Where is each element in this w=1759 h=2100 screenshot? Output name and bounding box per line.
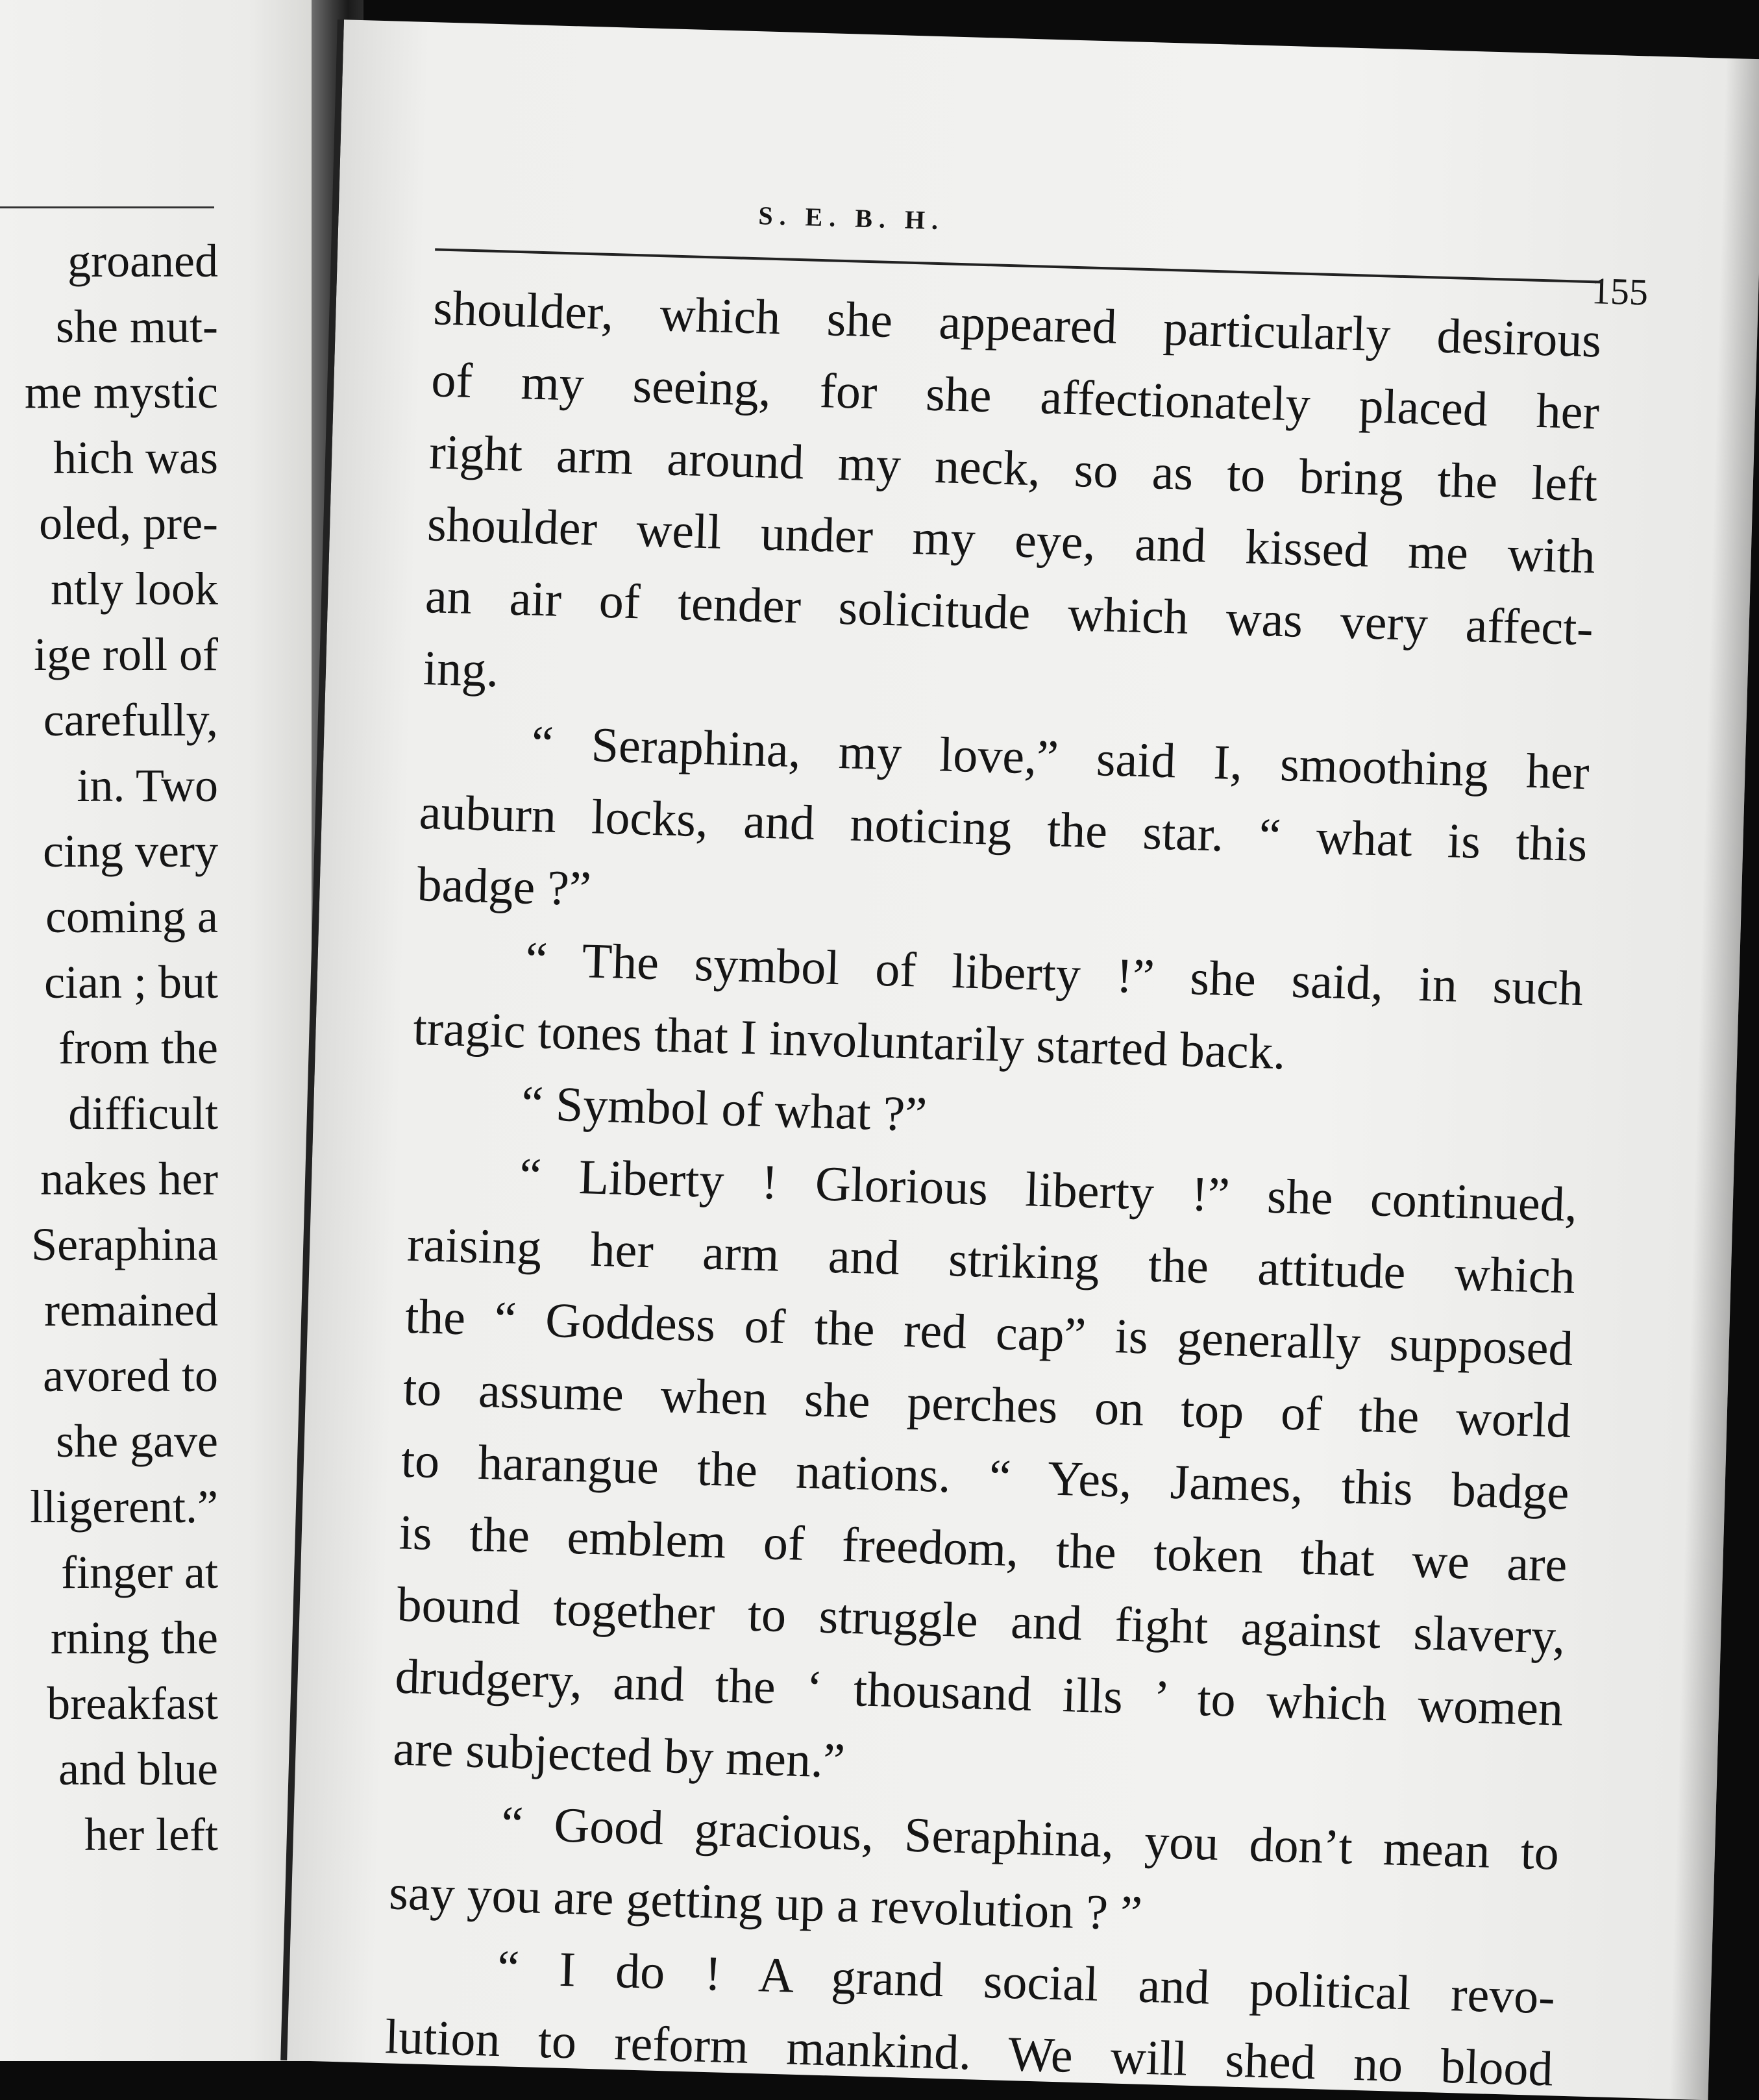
left-text-line: from the <box>58 1022 218 1074</box>
left-text-line: lligerent.” <box>30 1481 218 1533</box>
left-text-line: she gave <box>56 1415 218 1467</box>
text-line: tragic tones that I involuntarily started back. <box>412 1000 1286 1080</box>
left-text-line: cing very <box>43 825 218 877</box>
text-line: are subjected by men.” <box>392 1721 846 1788</box>
left-page-header-rule <box>0 206 214 208</box>
text-line: shoulder well under my eye, and kissed me with <box>426 497 1596 584</box>
left-text-line: difficult <box>68 1087 218 1139</box>
text-line: ing. <box>422 641 500 698</box>
left-text-line: her left <box>84 1809 218 1860</box>
text-line: to assume when she perches on top of the world <box>402 1361 1572 1448</box>
text-line: to harangue the nations. “ Yes, James, this badge <box>400 1433 1570 1520</box>
text-line: shoulder, which she appeared particularly desirous <box>432 280 1603 368</box>
text-line: is the emblem of freedom, the token that we are <box>398 1505 1568 1592</box>
text-line: “ I do ! A grand social and political revo- <box>497 1940 1556 2025</box>
page-number: 155 <box>1591 269 1649 314</box>
left-text-line: ige roll of <box>34 628 218 680</box>
left-text-line: and blue <box>58 1743 218 1795</box>
left-text-line: hich was <box>53 432 218 484</box>
text-line: “ The symbol of liberty !” she said, in such <box>524 932 1584 1017</box>
text-line: “ Liberty ! Glorious liberty !” she continued, <box>519 1148 1578 1233</box>
text-line: lution to reform mankind. We will shed no blood <box>384 2009 1554 2097</box>
left-text-line: coming a <box>45 891 218 943</box>
left-text-line: in. Two <box>77 760 218 811</box>
text-line: the “ Goddess of the red cap” is generally supposed <box>404 1289 1574 1376</box>
left-text-line: rning the <box>51 1612 218 1664</box>
left-text-line: groaned <box>68 235 218 287</box>
left-text-line: Seraphina <box>31 1218 218 1270</box>
left-text-line: nakes her <box>40 1153 218 1205</box>
left-text-line: ntly look <box>50 563 218 615</box>
text-line: say you are getting up a revolution ? ” <box>388 1865 1143 1941</box>
left-text-line: remained <box>44 1284 218 1336</box>
left-text-line: carefully, <box>43 694 218 746</box>
right-page <box>280 19 1759 2100</box>
page-edge-shadow <box>1669 58 1759 2100</box>
left-text-line: oled, pre- <box>39 497 218 549</box>
left-page <box>0 0 312 2061</box>
text-line: drudgery, and the ‘ thousand ills ’ to which women <box>394 1649 1564 1736</box>
text-line: auburn locks, and noticing the star. “ what is this <box>418 785 1588 872</box>
text-line: an air of tender solicitude which was very affect- <box>424 569 1594 656</box>
left-text-line: cian ; but <box>44 956 218 1008</box>
text-line: of my seeing, for she affectionately placed her <box>430 352 1601 440</box>
text-line: “ Seraphina, my love,” said I, smoothing her <box>530 715 1590 800</box>
text-line: badge ?” <box>416 856 592 917</box>
left-text-line: finger at <box>61 1546 218 1598</box>
left-text-line: me mystic <box>25 366 218 418</box>
text-line: “ Good gracious, Seraphina, you don’t mean to <box>500 1796 1560 1881</box>
running-head: S. E. B. H. <box>757 201 945 236</box>
text-line: bound together to struggle and fight against slavery, <box>396 1577 1566 1664</box>
left-text-line: she mut- <box>56 301 218 352</box>
left-text-line: breakfast <box>47 1677 218 1729</box>
left-text-line: avored to <box>43 1350 218 1402</box>
text-line: right arm around my neck, so as to bring the left <box>428 425 1598 512</box>
text-line: raising her arm and striking the attitude which <box>406 1217 1576 1304</box>
text-line: “ Symbol of what ?” <box>521 1076 928 1142</box>
